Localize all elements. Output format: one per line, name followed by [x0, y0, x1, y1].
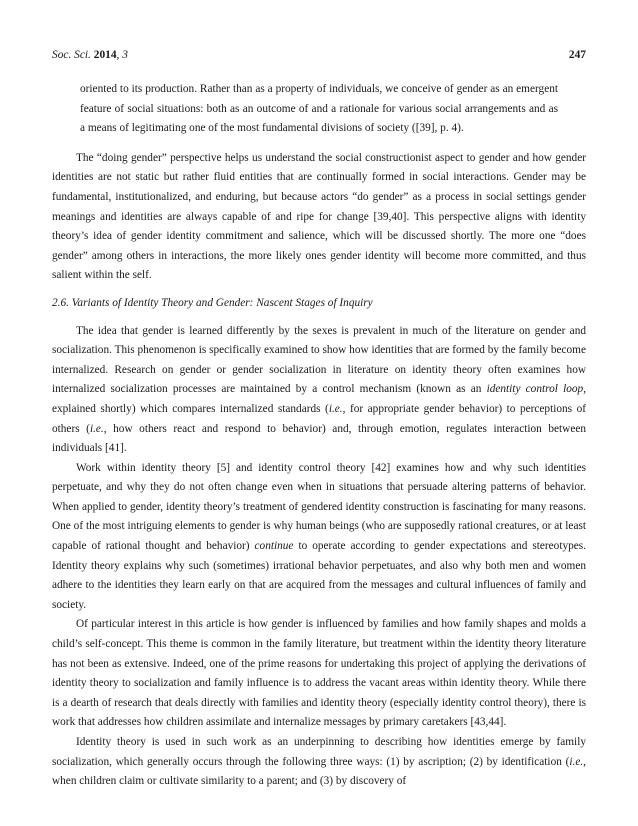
paragraph-work-within-identity-theory: Work within identity theory [5] and identity control theory [42] examines how and why such identities perpetuate, and why they do not often change even when in situations that persuade altering patterns of behavior. When applied to gender, identity theory’s treatment of gendered identity construction is fascinating for many reasons. One of the most intriguing elements to gender is why human beings (who are supposedly rational creatures, or at least capable of rational thought and behavior) continue to operate according to gender expectations and stereotypes. Identity theory explains why such (sometimes) irrational behavior perpetuates, and also why both men and women adhere to the identities they learn early on that are acquired from the messages and cultural influences of family and society.: [52, 461, 586, 611]
body-text: [52, 80, 586, 792]
term-identity-control-loop: identity control loop: [486, 383, 584, 396]
paragraph-doing-gender: The “doing gender” perspective helps us understand the social constructionist aspect to gender and how gender identities are not static but rather fluid entities that are continually formed in social interactions. Gender may be fundamental, institutionalized, and enduring, but because actors “do gender” as a process in social settings gender meanings and identities are always capable of and ripe for change [39,40]. This perspective aligns with identity theory’s idea of gender identity commitment and salience, which will be discussed shortly. The more one “does gender” among others in interactions, the more likely ones gender identity will become more committed, and thus salient within the self.: [52, 151, 586, 282]
emphasis-continue: continue: [254, 540, 294, 553]
paragraph-identity-theory-underpinning: Identity theory is used in such work as an underpinning to describing how identities emerge by family socialization, which generally occurs through the following three ways: (1) by ascription; (2) by identification (i.e., when children claim or cultivate similarity to a parent; and (3) by discovery of: [52, 736, 586, 788]
section-heading: 2.6. Variants of Identity Theory and Gender: Nascent Stages of Inquiry: [52, 296, 373, 309]
paragraph-gender-learned: The idea that gender is learned differently by the sexes is prevalent in much of the literature on gender and socialization. This phenomenon is specifically examined to show how identities that are formed by the family become internalized. Research on gender or gender socialization in literature on identity theory often examines how internalized socialization processes are maintained by a control mechanism (known as an identity control loop, explained shortly) which compares internalized standards (i.e., for appropriate gender behavior) to perceptions of others (i.e., how others react and respond to behavior) and, through emotion, regulates interaction between individuals [41].: [52, 324, 587, 455]
journal-citation: Soc. Sci. 2014, 3: [52, 49, 128, 61]
page-number: 247: [568, 49, 586, 61]
running-header: [52, 47, 586, 63]
paragraph-particular-interest: Of particular interest in this article is how gender is influenced by families and how family shapes and molds a child’s self-concept. This theme is common in the family literature, but treatment within the identity theory literature has not been as extensive. Indeed, one of the prime reasons for undertaking this project of applying the derivations of identity theory to socialization and family influence is to address the vacant areas within identity theory. While there is a dearth of research that deals directly with families and identity theory (especially identity control theory), there is work that addresses how children assimilate and internalize messages by primary caretakers [43,44].: [52, 618, 586, 729]
journal-year: 2014: [93, 49, 117, 61]
block-quote: oriented to its production. Rather than as a property of individuals, we conceive of gender as an emergent feature of social situations: both as an outcome of and a rationale for various social arrangements and as a means of legitimating one of the most fundamental divisions of society ([39], p. 4).: [80, 83, 558, 135]
journal-volume: 3: [122, 49, 128, 61]
journal-name: Soc. Sci.: [52, 49, 91, 61]
